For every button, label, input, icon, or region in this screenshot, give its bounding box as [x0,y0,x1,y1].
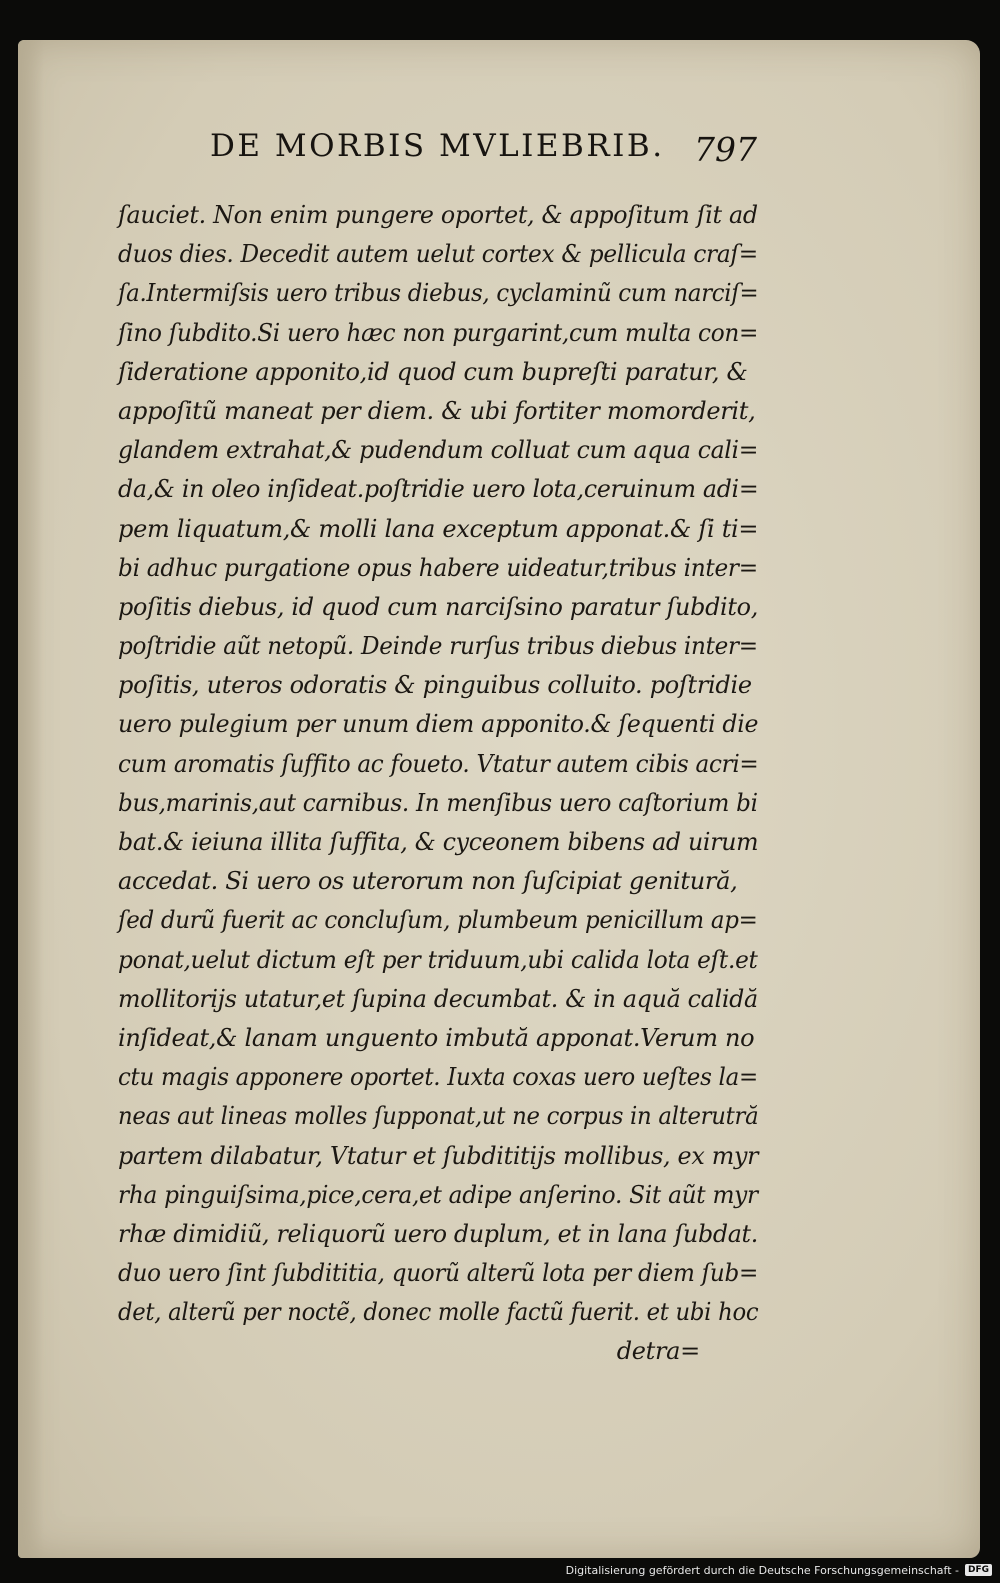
running-head: DE MORBIS MVLIEBRIB. [210,128,665,164]
text-line: da,& in oleo inſideat.poſtridie uero lota,ceruinum adi= [118,475,759,504]
text-line: duo uero ſint ſubdititia, quorũ alterũ lota per diem ſub= [118,1259,759,1288]
page-header [196,128,756,172]
text-line: glandem extrahat,& pudendum colluat cum aqua cali= [118,436,759,465]
text-line: ſed durũ fuerit ac concluſum, plumbeum penicillum ap= [118,906,758,935]
catchword: detra= [616,1337,700,1366]
text-line: accedat. Si uero os uterorum non ſuſcipiat genitură, [118,867,738,896]
text-line: partem dilabatur, Vtatur et ſubdititijs mollibus, ex myr [118,1141,759,1170]
text-line: neas aut lineas molles ſupponat,ut ne corpus in alterutră [118,1102,759,1131]
text-line: ſauciet. Non enim pungere oportet, & appoſitum ſit ad [118,201,758,229]
text-line: mollitorijs utatur,et ſupina decumbat. & in aquă calidă [118,984,758,1013]
text-line: ſideratione apponito,id quod cum bupreſti paratur, & [118,357,748,386]
text-line: bus,marinis,aut carnibus. In menſibus uero caſtorium bi [118,788,758,817]
text-line: poſitis diebus, id quod cum narciſsino paratur ſubdito, [118,592,759,621]
text-line: bi adhuc purgatione opus habere uideatur,tribus inter= [118,553,758,582]
text-line: duos dies. Decedit autem uelut cortex & pellicula craſ= [118,240,758,269]
text-line: poſitis, uteros odoratis & pinguibus colluito. poſtridie [118,671,752,700]
text-line: ſino ſubdito.Si uero hæc non purgarint,cum multa con= [118,318,759,347]
page-number: 797 [694,130,757,169]
text-line: det, alterũ per noctẽ, donec molle factũ fuerit. et ubi hoc [118,1298,759,1327]
text-line: cum aromatis ſuffito ac foueto. Vtatur autem cibis acri= [118,749,759,778]
book-page [18,40,980,1558]
text-line: ſa.Intermiſsis uero tribus diebus, cyclaminũ cum narciſ= [118,279,759,308]
body-text [118,196,758,1372]
dfg-logo: DFG [965,1564,992,1576]
text-line: rha pinguiſsima,pice,cera,et adipe anſerino. Sit aũt myr [118,1180,758,1209]
text-line: appoſitũ maneat per diem. & ubi fortiter momorderit, [118,396,756,425]
text-line: rhæ dimidiũ, reliquorũ uero duplum, et in lana ſubdat. [118,1219,759,1248]
digitization-credit: Digitalisierung gefördert durch die Deutsche Forschungsgemeinschaft - [565,1563,959,1577]
digitization-footer [566,1559,992,1581]
text-line: ctu magis apponere oportet. Iuxta coxas uero ueſtes la= [118,1063,758,1092]
text-line: inſideat,& lanam unguento imbută apponat.Verum no [118,1023,755,1052]
text-line: pem liquatum,& molli lana exceptum apponat.& ſi ti= [118,514,759,543]
page-gutter-shadow [18,40,44,1558]
text-line: ponat,uelut dictum eſt per triduum,ubi calida lota eſt.et [118,945,758,974]
text-line: uero pulegium per unum diem apponito.& ſequenti die [118,710,759,739]
text-line: bat.& ieiuna illita ſuffita, & cyceonem bibens ad uirum [118,828,759,856]
text-line: poſtridie aũt netopũ. Deinde rurſus tribus diebus inter= [118,632,758,661]
